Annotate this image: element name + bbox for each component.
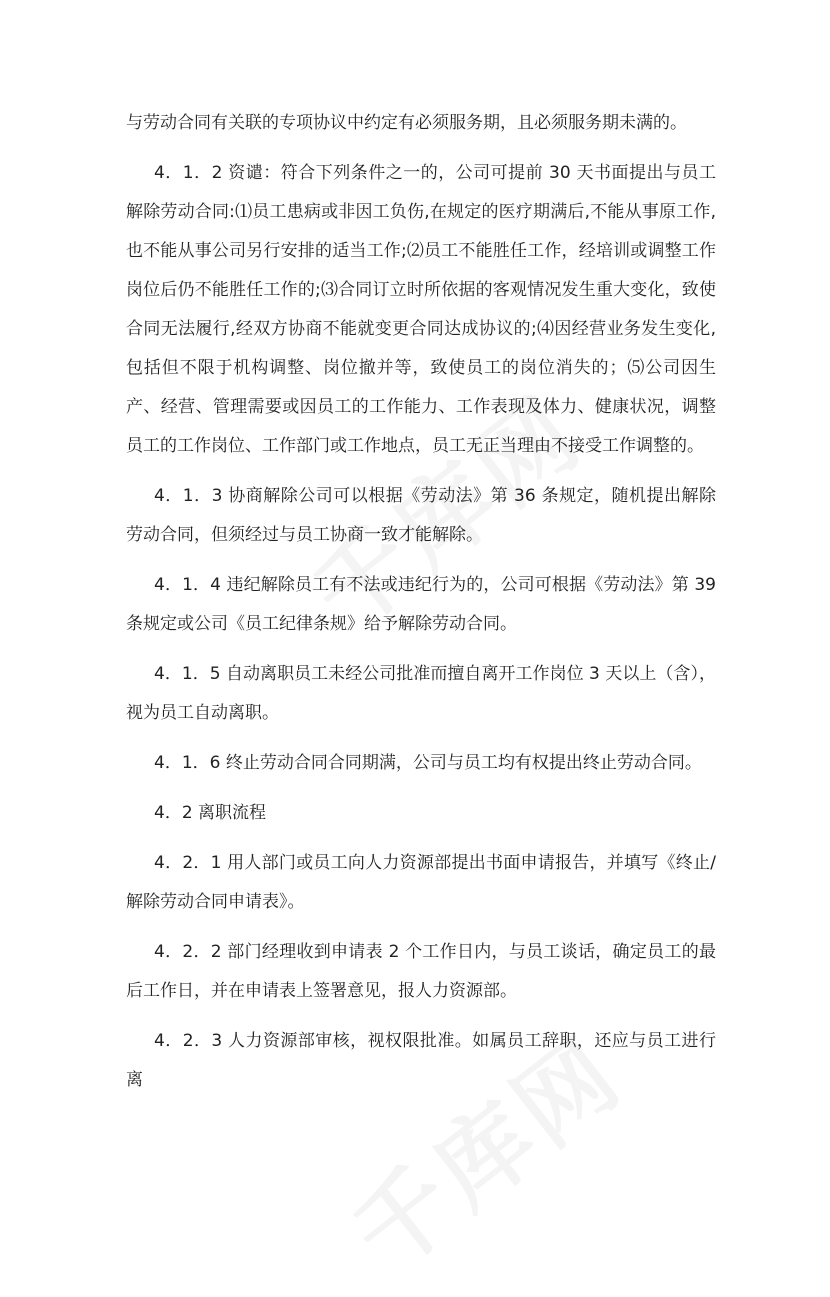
paragraph-continuation: 与劳动合同有关联的专项协议中约定有必须服务期，且必须服务期未满的。 <box>126 113 687 133</box>
paragraph-4-1-6: 4．1．6 终止劳动合同合同期满，公司与员工均有权提出终止劳动合同。 <box>154 753 702 773</box>
paragraph-4-1-3: 4．1．3 协商解除公司可以根据《劳动法》第 36 条规定，随机提出解除劳动合同，但须经过与员工协商一致才能解除。 <box>126 486 716 545</box>
paragraph-4-1-5: 4．1．5 自动离职员工未经公司批准而擅自离开工作岗位 3 天以上（含），视为员工自动离职。 <box>126 664 716 723</box>
paragraph-4-2-2: 4．2．2 部门经理收到申请表 2 个工作日内，与员工谈话，确定员工的最后工作日，并在申请表上签署意见，报人力资源部。 <box>126 942 716 1001</box>
document-body <box>126 104 716 1100</box>
paragraph-4-2-3: 4．2．3 人力资源部审核，视权限批准。如属员工辞职，还应与员工进行离 <box>126 1031 716 1090</box>
paragraph-4-2-1: 4．2．1 用人部门或员工向人力资源部提出书面申请报告，并填写《终止/解除劳动合同申请表》。 <box>126 853 716 912</box>
paragraph-4-1-4: 4．1．4 违纪解除员工有不法或违纪行为的，公司可根据《劳动法》第 39 条规定或公司《员工纪律条规》给予解除劳动合同。 <box>126 575 716 634</box>
paragraph-4-1-2: 4．1．2 资谴：符合下列条件之一的，公司可提前 30 天书面提出与员工解除劳动合同:⑴员工患病或非因工负伤,在规定的医疗期满后,不能从事原工作,也不能从事公司另行安排的适当工作;⑵员工不能胜任工作，经培训或调整工作岗位后仍不能胜任工作的;⑶合同订立时所依据的客观情况发生重大变化，致使合同无法履行,经双方协商不能就变更合同达成协议的;⑷因经营业务发生变化,包括但不限于机构调整、岗位撤并等，致使员工的岗位消失的；⑸公司因生产、经营、管理需要或因员工的工作能力、工作表现及体力、健康状况，调整员工的工作岗位、工作部门或工作地点，员工无正当理由不接受工作调整的。 <box>126 163 716 456</box>
section-heading-4-2: 4．2 离职流程 <box>154 803 267 823</box>
